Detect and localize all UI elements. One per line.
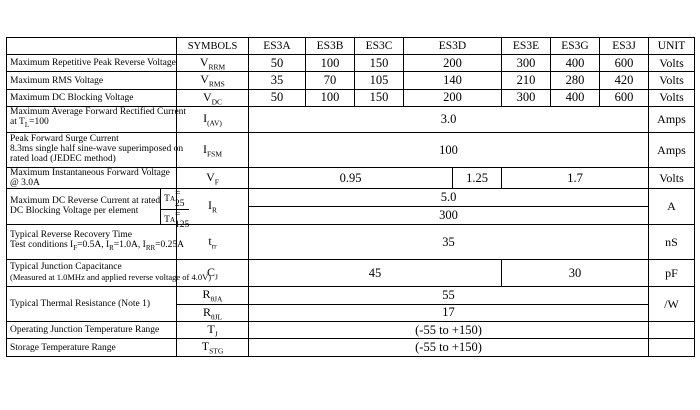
row-symbol: [177, 107, 249, 133]
cond-text: = 125: [175, 210, 190, 231]
symbol-subscript: J: [215, 272, 218, 282]
row-unit-empty: [649, 339, 695, 356]
label-line-2: (Measured at 1.0MHz and applied reverse voltage of 4.0V): [10, 272, 212, 283]
row-unit: nS: [649, 225, 695, 260]
table-row-vrms: [7, 72, 695, 89]
row-label: Operating Junction Temperature Range: [7, 321, 177, 338]
symbol-letter: T: [201, 339, 210, 354]
label-line-2: [10, 118, 176, 131]
header-part-es3g: ES3G: [551, 38, 600, 55]
row-label: Maximum Repetitive Peak Reverse Voltage: [7, 55, 177, 72]
header-row: [7, 38, 695, 55]
row-unit: Volts: [649, 55, 695, 72]
symbol-letter: V: [206, 169, 215, 184]
label-line-2: 8.3ms single half sine-wave superimposed on: [10, 144, 184, 155]
row-label: [7, 189, 161, 224]
value-all-parts: (-55 to +150): [249, 339, 649, 356]
value-es3j: 600: [600, 55, 649, 72]
row-symbol: [177, 339, 249, 356]
label-line-1: Typical Reverse Recovery Time: [10, 229, 133, 240]
row-label: [7, 107, 187, 133]
header-part-es3b: ES3B: [306, 38, 355, 55]
symbol-letter: I: [203, 111, 208, 126]
value-es3c: 105: [355, 72, 404, 89]
header-part-es3j: ES3J: [600, 38, 649, 55]
symbol-subscript: RMS: [208, 79, 225, 89]
symbol-letter: I: [202, 141, 207, 156]
symbol-subscript: R: [211, 205, 217, 215]
table-row-vdc: [7, 89, 695, 106]
row-label: Maximum DC Blocking Voltage: [7, 89, 177, 106]
label-line-2: DC Blocking Voltage per element: [10, 205, 139, 216]
value-all-parts: 35: [249, 225, 649, 260]
label-line-1: Peak Forward Surge Current: [10, 134, 119, 145]
value-es3a: 35: [249, 72, 306, 89]
row-label: [7, 133, 184, 168]
row-unit: A: [649, 189, 695, 225]
row-label: Maximum RMS Voltage: [7, 72, 177, 89]
row-label: [7, 225, 184, 260]
table-row-vf: [7, 168, 695, 189]
cond-text: = 25: [175, 189, 185, 210]
symbol-letter: V: [200, 72, 209, 87]
value-es3a: 50: [249, 89, 306, 106]
value-es3d: 1.25: [453, 168, 502, 189]
value-all-parts: (-55 to +150): [249, 321, 649, 338]
value-es3a-es3c: 0.95: [249, 168, 453, 189]
symbol-subscript: rr: [211, 241, 217, 251]
symbol-subscript: RRM: [208, 62, 226, 72]
table-row-trr: [7, 225, 695, 260]
value-es3d: 140: [404, 72, 502, 89]
row-unit: pF: [649, 260, 695, 287]
symbol-subscript: θJL: [210, 311, 223, 321]
condition-group: [161, 189, 190, 231]
row-symbol-ja: [177, 287, 249, 304]
symbol-subscript: θJA: [210, 294, 223, 304]
row-symbol: [177, 321, 249, 338]
value-ir-25: 5.0: [249, 189, 649, 207]
label-line-1: Maximum DC Reverse Current at rated: [10, 195, 161, 206]
row-unit: Volts: [649, 72, 695, 89]
value-es3a: 50: [249, 55, 306, 72]
row-symbol: [177, 72, 249, 89]
table-row-ifsm: [7, 133, 695, 168]
condition-ta-125: [161, 210, 189, 230]
row-label: Typical Thermal Resistance (Note 1): [7, 287, 177, 322]
condition-ta-25: [161, 189, 189, 210]
value-es3b: 70: [306, 72, 355, 89]
header-blank-cell: [7, 38, 177, 55]
spec-table-wrapper: [6, 37, 695, 357]
row-unit-empty: [649, 321, 695, 338]
symbol-subscript: FSM: [206, 149, 222, 159]
header-unit: UNIT: [649, 38, 695, 55]
header-part-es3a: ES3A: [249, 38, 306, 55]
table-row-vrrm: [7, 55, 695, 72]
symbol-letter: T: [207, 321, 215, 336]
cond-subscript: A: [169, 216, 175, 225]
value-rth-ja: 55: [249, 287, 649, 304]
value-es3e: 210: [502, 72, 551, 89]
value-es3d: 200: [404, 55, 502, 72]
label-line-2: [10, 239, 184, 254]
label-text: =100: [29, 117, 49, 128]
row-symbol-jl: [177, 304, 249, 321]
value-es3b: 100: [306, 55, 355, 72]
electrical-characteristics-table: [6, 37, 695, 357]
label-subscript: RR: [145, 243, 156, 252]
value-all-parts: 100: [249, 133, 649, 168]
symbol-subscript: (AV): [207, 118, 222, 128]
symbol-letter: R: [202, 287, 211, 302]
label-subscript: L: [24, 121, 30, 130]
row-symbol: [177, 168, 249, 189]
row-unit: Amps: [649, 133, 695, 168]
table-row-tj: [7, 321, 695, 338]
symbol-subscript: STG: [209, 346, 224, 356]
label-text: =0.5A, I: [77, 239, 110, 250]
value-es3e-es3j: 30: [502, 260, 649, 287]
row-label-group: [7, 189, 190, 231]
header-symbols: SYMBOLS: [177, 38, 249, 55]
value-ir-125: 300: [249, 207, 649, 225]
table-row-iav: [7, 107, 695, 133]
symbol-letter: I: [207, 198, 212, 213]
table-row-cj: [7, 260, 695, 287]
cond-text: T: [164, 194, 170, 205]
row-label: Storage Temperature Range: [7, 339, 177, 356]
value-all-parts: 3.0: [249, 107, 649, 133]
value-rth-jl: 17: [249, 304, 649, 321]
value-es3e: 300: [502, 89, 551, 106]
symbol-letter: t: [208, 233, 212, 248]
label-line-3: rated load (JEDEC method): [10, 154, 116, 165]
cond-subscript: A: [169, 195, 175, 204]
row-unit: Volts: [649, 168, 695, 189]
table-row-ir-25: [7, 189, 695, 207]
value-es3c: 150: [355, 89, 404, 106]
value-es3g: 400: [551, 89, 600, 106]
value-es3j: 420: [600, 72, 649, 89]
value-es3g: 400: [551, 55, 600, 72]
value-es3e: 300: [502, 55, 551, 72]
symbol-letter: V: [202, 89, 212, 104]
value-es3e-es3j: 1.7: [502, 168, 649, 189]
row-symbol: [177, 133, 249, 168]
symbol-letter: R: [202, 304, 211, 319]
label-text: Test conditions I: [10, 239, 74, 250]
value-es3d: 200: [404, 89, 502, 106]
label-text: at T: [10, 117, 25, 128]
value-es3g: 280: [551, 72, 600, 89]
row-unit: Amps: [649, 107, 695, 133]
table-row-tstg: [7, 339, 695, 356]
label-text: =1.0A, I: [113, 239, 146, 250]
value-es3a-es3d: 45: [249, 260, 502, 287]
label-line-1: Maximum Average Forward Rectified Current: [10, 107, 187, 118]
row-unit: /W: [649, 287, 695, 322]
symbol-subscript: J: [214, 329, 218, 339]
row-symbol: [177, 89, 249, 106]
row-label: Maximum Instantaneous Forward Voltage @ 3.0A: [7, 168, 177, 189]
symbol-subscript: DC: [211, 97, 223, 107]
value-es3b: 100: [306, 89, 355, 106]
label-subscript: F: [73, 243, 78, 252]
label-text: =0.25A: [155, 239, 184, 250]
value-es3j: 600: [600, 89, 649, 106]
label-line-1: Typical Junction Capacitance: [10, 262, 122, 273]
cond-text: T: [164, 215, 170, 226]
symbol-letter: C: [207, 264, 216, 279]
row-symbol: [177, 55, 249, 72]
header-part-es3e: ES3E: [502, 38, 551, 55]
table-row-rth-ja: [7, 287, 695, 304]
value-es3c: 150: [355, 55, 404, 72]
label-subscript: R: [109, 243, 114, 252]
header-part-es3d: ES3D: [404, 38, 502, 55]
symbol-letter: V: [199, 55, 209, 69]
row-label: [7, 260, 212, 287]
header-part-es3c: ES3C: [355, 38, 404, 55]
symbol-subscript: F: [214, 177, 219, 187]
row-unit: Volts: [649, 89, 695, 106]
